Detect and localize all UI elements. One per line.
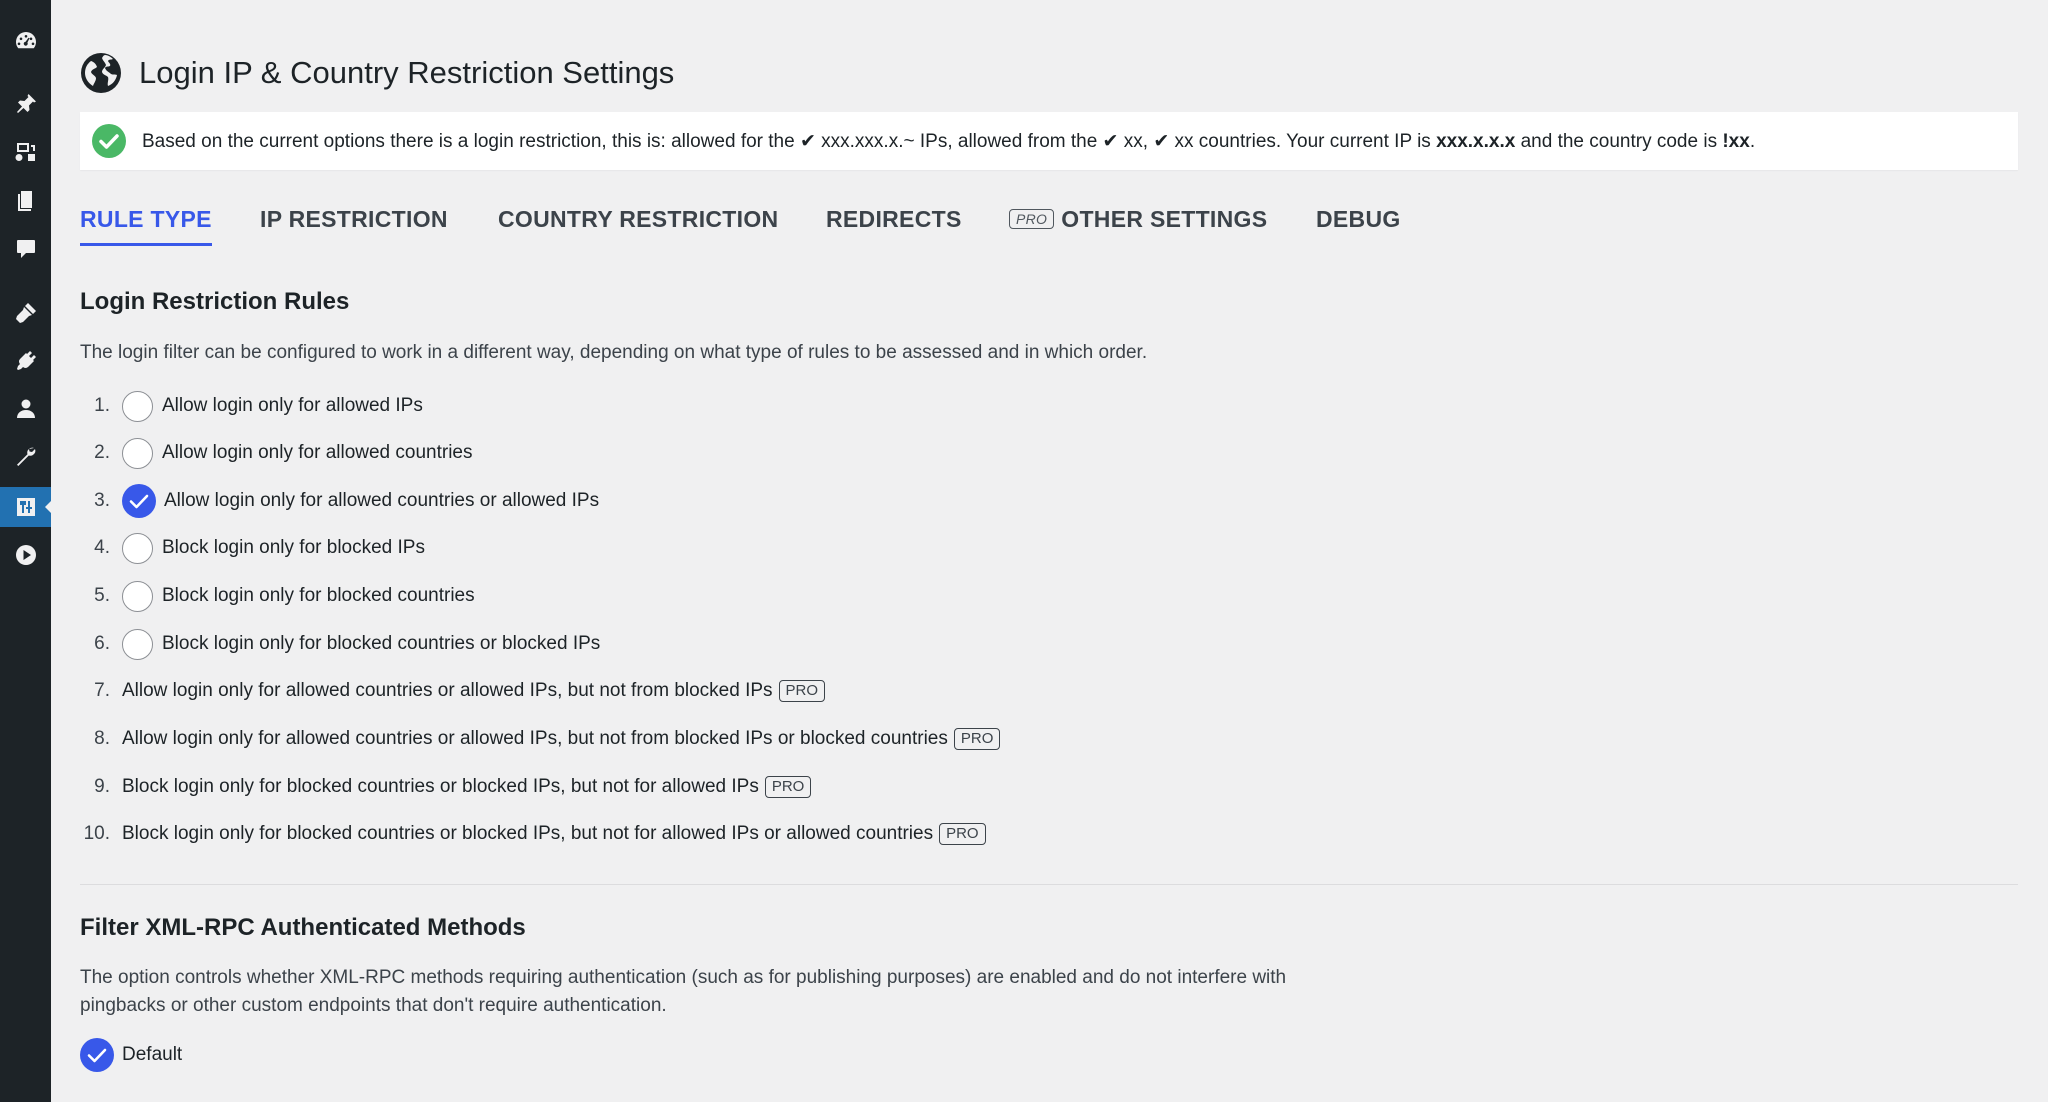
rule-option-pro: [80, 815, 986, 853]
comments-icon[interactable]: [0, 229, 51, 269]
tab-ip-restriction[interactable]: IP RESTRICTION: [260, 206, 448, 232]
checkbox-checked-icon[interactable]: [80, 1038, 114, 1072]
rule-label: Allow login only for allowed countries or allowed IPs, but not from blocked IPs or blocked countries: [122, 728, 948, 749]
rule-option-pro: [80, 768, 811, 806]
tab-other-settings[interactable]: [1009, 206, 1267, 243]
rule-label: Allow login only for allowed countries or allowed IPs, but not from blocked IPs: [122, 680, 773, 701]
notice-text-before: Based on the current options there is a login restriction, this is: allowed for the ✔ xxx.xxx.x.~ IPs, allowed from the ✔ xx, ✔ xx countries. Your current IP is: [142, 130, 1437, 152]
tab-other-settings-label: OTHER SETTINGS: [1061, 206, 1268, 232]
rule-option[interactable]: [80, 529, 425, 567]
globe-icon: [80, 52, 122, 94]
rule-number: 9.: [94, 776, 110, 797]
rules-heading: Login Restriction Rules: [80, 288, 350, 315]
rule-label: Allow login only for allowed IPs: [162, 395, 423, 416]
page-header: [80, 34, 674, 112]
rule-label: Block login only for blocked IPs: [162, 537, 425, 558]
plugins-icon[interactable]: [0, 341, 51, 381]
rule-number: 4.: [94, 537, 110, 558]
rules-description: The login filter can be configured to work in a different way, depending on what type of rules to be assessed and in which order.: [80, 342, 1148, 363]
default-option-label: Default: [122, 1044, 183, 1065]
radio-button[interactable]: [122, 391, 153, 422]
tools-icon[interactable]: [0, 437, 51, 477]
xmlrpc-heading: Filter XML-RPC Authenticated Methods: [80, 914, 526, 941]
rule-label: Block login only for blocked countries: [162, 585, 475, 606]
rule-option-pro: [80, 672, 825, 710]
notice-text: [142, 130, 1755, 153]
pin-icon[interactable]: [0, 84, 51, 124]
rule-number: 10.: [83, 823, 110, 844]
appearance-icon[interactable]: [0, 293, 51, 333]
rule-option[interactable]: [80, 625, 600, 663]
tab-country-restriction[interactable]: COUNTRY RESTRICTION: [498, 206, 779, 232]
rule-number: 8.: [94, 728, 110, 749]
radio-checked-icon[interactable]: [122, 484, 156, 518]
check-circle-icon: [92, 124, 126, 158]
rule-number: 1.: [94, 395, 110, 416]
pro-badge: PRO: [779, 680, 826, 702]
rule-label: Block login only for blocked countries or blocked IPs, but not for allowed IPs: [122, 776, 759, 797]
users-icon[interactable]: [0, 389, 51, 429]
radio-button[interactable]: [122, 438, 153, 469]
radio-button[interactable]: [122, 581, 153, 612]
rule-option[interactable]: [80, 577, 475, 615]
tab-rule-type[interactable]: RULE TYPE: [80, 206, 212, 246]
rule-option-pro: [80, 720, 1000, 758]
admin-sidebar: [0, 0, 51, 1102]
tab-redirects[interactable]: REDIRECTS: [826, 206, 962, 232]
xmlrpc-description-line2: pingbacks or other custom endpoints that don't require authentication.: [80, 995, 667, 1016]
rule-number: 3.: [94, 490, 110, 511]
pro-badge: PRO: [954, 728, 1001, 750]
media-icon[interactable]: [0, 132, 51, 172]
rule-label: Allow login only for allowed countries: [162, 442, 473, 463]
play-icon[interactable]: [0, 535, 51, 575]
settings-icon[interactable]: [0, 487, 51, 527]
rule-option[interactable]: [80, 434, 473, 472]
xmlrpc-default-option[interactable]: [80, 1038, 182, 1072]
rule-option[interactable]: [80, 482, 599, 520]
tab-debug[interactable]: DEBUG: [1316, 206, 1401, 232]
rule-number: 5.: [94, 585, 110, 606]
rule-number: 7.: [94, 680, 110, 701]
country-code: !xx: [1722, 130, 1750, 152]
pro-badge: PRO: [939, 823, 986, 845]
page-title: Login IP & Country Restriction Settings: [139, 54, 675, 90]
radio-button[interactable]: [122, 533, 153, 564]
rule-number: 2.: [94, 442, 110, 463]
pages-icon[interactable]: [0, 181, 51, 221]
rule-label: Block login only for blocked countries or blocked IPs: [162, 633, 601, 654]
pro-badge: PRO: [765, 776, 812, 798]
rule-label: Block login only for blocked countries or blocked IPs, but not for allowed IPs or allowed countries: [122, 823, 934, 844]
notice-text-after: .: [1749, 130, 1756, 152]
pro-label: PRO: [1009, 209, 1054, 229]
xmlrpc-description: [80, 964, 1286, 1020]
rule-option[interactable]: [80, 387, 423, 425]
rule-number: 6.: [94, 633, 110, 654]
rule-label: Allow login only for allowed countries or allowed IPs: [164, 490, 600, 511]
radio-button[interactable]: [122, 629, 153, 660]
dashboard-icon[interactable]: [0, 21, 51, 61]
current-ip: xxx.x.x.x: [1436, 130, 1516, 152]
status-notice: [80, 112, 2018, 170]
xmlrpc-description-line1: The option controls whether XML-RPC methods requiring authentication (such as for publishing purposes) are enabled and do not interfere with: [80, 967, 1287, 988]
section-divider: [80, 884, 2018, 885]
notice-text-middle: and the country code is: [1515, 130, 1723, 152]
